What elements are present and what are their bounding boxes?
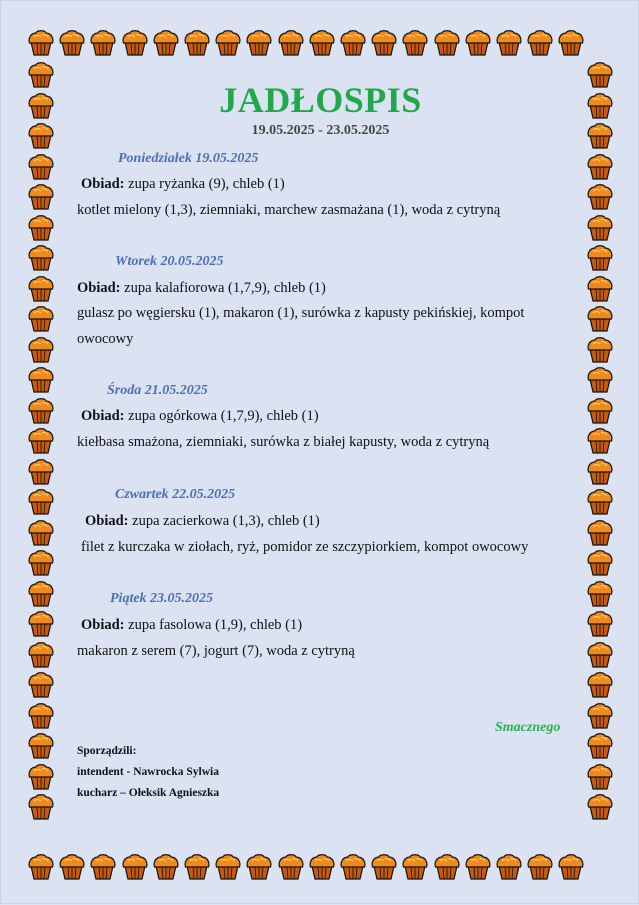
muffin-icon: [28, 488, 54, 516]
muffin-icon: [371, 853, 397, 881]
muffin-icon: [153, 29, 179, 57]
muffin-icon: [153, 853, 179, 881]
muffin-icon: [278, 853, 304, 881]
muffin-icon: [28, 671, 54, 699]
muffin-icon: [465, 29, 491, 57]
muffin-icon: [59, 29, 85, 57]
obiad-text: zupa ogórkowa (1,7,9), chleb (1): [124, 408, 319, 424]
day-heading-thursday: Czwartek 22.05.2025: [115, 487, 236, 502]
muffin-icon: [465, 853, 491, 881]
muffin-icon: [28, 305, 54, 333]
muffin-icon: [215, 29, 241, 57]
obiad-label: Obiad:: [77, 280, 121, 296]
muffin-icon: [28, 427, 54, 455]
muffin-icon: [587, 702, 613, 730]
muffin-icon: [587, 580, 613, 608]
muffin-icon: [59, 853, 85, 881]
muffin-icon: [28, 29, 54, 57]
obiad-line-wednesday: [81, 408, 319, 425]
muffin-icon: [587, 214, 613, 242]
muffin-icon: [558, 853, 584, 881]
muffin-icon: [496, 853, 522, 881]
muffin-icon: [587, 763, 613, 791]
muffin-icon: [371, 29, 397, 57]
obiad-text: zupa kalafiorowa (1,7,9), chleb (1): [120, 280, 326, 296]
muffin-icon: [587, 305, 613, 333]
muffin-icon: [587, 488, 613, 516]
muffin-icon: [28, 397, 54, 425]
muffin-icon: [278, 29, 304, 57]
muffin-icon: [28, 519, 54, 547]
muffin-icon: [122, 29, 148, 57]
day-heading-monday: Poniedziałek 19.05.2025: [118, 151, 259, 166]
muffin-icon: [587, 519, 613, 547]
muffin-icon: [587, 153, 613, 181]
muffin-icon: [558, 29, 584, 57]
muffin-icon: [340, 29, 366, 57]
dish-line: filet z kurczaka w ziołach, ryż, pomidor ze szczypiorkiem, kompot owocowy: [81, 539, 529, 555]
muffin-icon: [28, 336, 54, 364]
muffin-icon: [28, 763, 54, 791]
muffin-icon: [28, 853, 54, 881]
muffin-icon: [587, 366, 613, 394]
muffin-icon: [587, 183, 613, 211]
muffin-icon: [587, 336, 613, 364]
muffin-icon: [402, 853, 428, 881]
muffin-icon: [340, 853, 366, 881]
muffin-icon: [527, 29, 553, 57]
date-range: 19.05.2025 - 23.05.2025: [251, 123, 390, 138]
obiad-label: Obiad:: [81, 176, 125, 192]
muffin-icon: [28, 366, 54, 394]
muffin-icon: [587, 397, 613, 425]
muffin-icon: [496, 29, 522, 57]
muffin-icon: [434, 29, 460, 57]
obiad-line-monday: [81, 176, 285, 193]
muffin-icon: [28, 610, 54, 638]
muffin-icon: [527, 853, 553, 881]
muffin-icon: [587, 275, 613, 303]
muffin-icon: [309, 853, 335, 881]
muffin-icon: [28, 702, 54, 730]
muffin-icon: [434, 853, 460, 881]
muffin-icon: [402, 29, 428, 57]
muffin-icon: [28, 793, 54, 821]
muffin-icon: [122, 853, 148, 881]
obiad-line-thursday: [85, 513, 320, 530]
muffin-icon: [587, 732, 613, 760]
muffin-icon: [28, 214, 54, 242]
closing-text: Smacznego: [495, 720, 561, 735]
obiad-text: zupa ryżanka (9), chleb (1): [124, 176, 285, 192]
day-heading-friday: Piątek 23.05.2025: [110, 591, 214, 606]
muffin-icon: [587, 671, 613, 699]
muffin-icon: [28, 244, 54, 272]
obiad-line-tuesday: [77, 280, 326, 297]
muffin-icon: [28, 153, 54, 181]
obiad-label: Obiad:: [81, 617, 125, 633]
obiad-label: Obiad:: [81, 408, 125, 424]
dish-line: kiełbasa smażona, ziemniaki, surówka z białej kapusty, woda z cytryną: [77, 434, 490, 450]
dish-line: makaron z serem (7), jogurt (7), woda z cytryną: [77, 643, 355, 659]
obiad-text: zupa fasolowa (1,9), chleb (1): [124, 617, 303, 633]
dish-line: kotlet mielony (1,3), ziemniaki, marchew zasmażana (1), woda z cytryną: [77, 202, 501, 218]
muffin-icon: [587, 244, 613, 272]
dish-line: gulasz po węgiersku (1), makaron (1), surówka z kapusty pekińskiej, kompot: [77, 305, 525, 321]
muffin-icon: [587, 427, 613, 455]
signature-kucharz: kucharz – Ołeksik Agnieszka: [77, 787, 220, 799]
muffin-icon: [90, 29, 116, 57]
day-heading-wednesday: Środa 21.05.2025: [107, 383, 208, 398]
signature-heading: Sporządzili:: [77, 745, 137, 757]
muffin-icon: [28, 580, 54, 608]
signature-intendent: intendent - Nawrocka Sylwia: [77, 766, 219, 778]
muffin-icon: [309, 29, 335, 57]
day-heading-tuesday: Wtorek 20.05.2025: [115, 254, 224, 269]
muffin-icon: [28, 732, 54, 760]
muffin-icon: [184, 29, 210, 57]
obiad-label: Obiad:: [85, 513, 129, 529]
obiad-text: zupa zacierkowa (1,3), chleb (1): [128, 513, 320, 529]
muffin-icon: [28, 641, 54, 669]
muffin-icon: [90, 853, 116, 881]
muffin-icon: [246, 853, 272, 881]
muffin-icon: [587, 610, 613, 638]
page-title: JADŁOSPIS: [219, 80, 422, 120]
muffin-icon: [246, 29, 272, 57]
muffin-icon: [184, 853, 210, 881]
muffin-icon: [28, 183, 54, 211]
muffin-icon: [215, 853, 241, 881]
muffin-icon: [587, 641, 613, 669]
obiad-line-friday: [81, 617, 302, 634]
muffin-icon: [28, 275, 54, 303]
muffin-icon: [587, 793, 613, 821]
muffin-icon: [587, 549, 613, 577]
dish-line: owocowy: [77, 331, 134, 347]
muffin-icon: [587, 458, 613, 486]
muffin-icon: [28, 458, 54, 486]
muffin-icon: [28, 549, 54, 577]
